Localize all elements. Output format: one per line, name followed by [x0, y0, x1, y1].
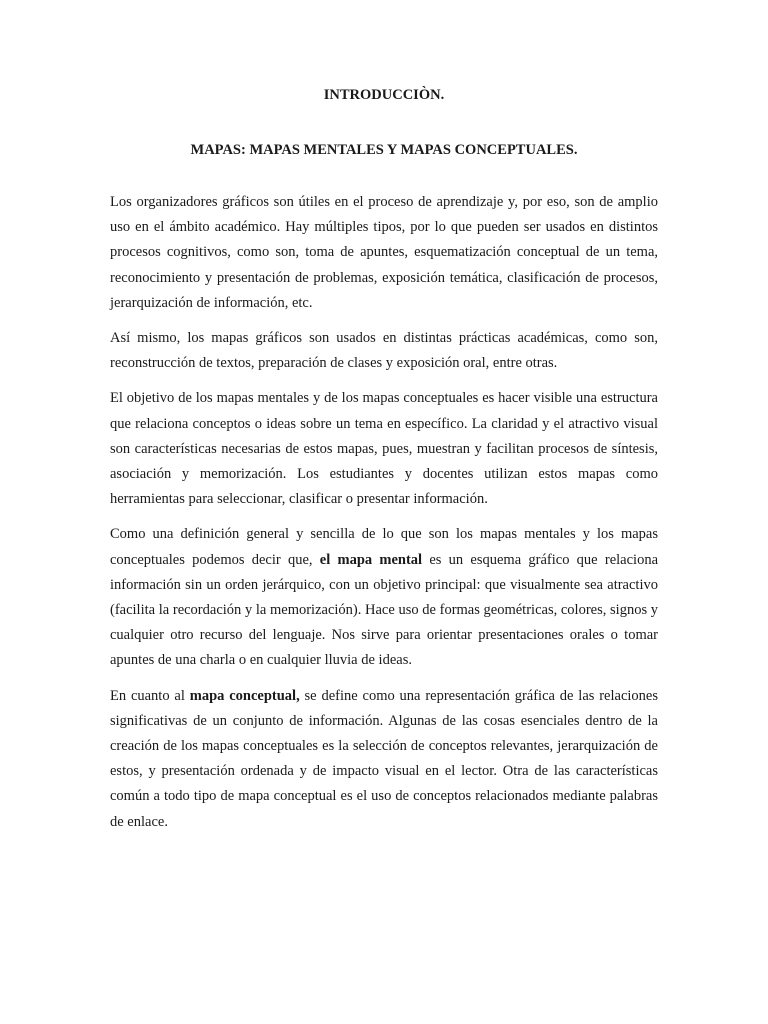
paragraph-2: Así mismo, los mapas gráficos son usados en distintas prácticas académicas, como son, reconstrucción de textos, preparación de clases y exposición oral, entre otras. — [110, 330, 658, 372]
paragraph-1: Los organizadores gráficos son útiles en el proceso de aprendizaje y, por eso, son de amplio uso en el ámbito académico. Hay múltiples tipos, por lo que pueden ser usados en distintos procesos cognitivos, como son, toma de apuntes, esquematización conceptual de un tema, reconocimiento y presentación de problemas, exposición temática, clasificación de procesos, jerarquización de información, etc. — [110, 194, 658, 311]
paragraph-4-text-start: Como una definición general y sencilla de lo que son los mapas mentales y los mapas conceptuales podemos decir que, — [110, 526, 658, 568]
concept-map-term: mapa conceptual, — [189, 687, 300, 704]
document-subtitle: MAPAS: MAPAS MENTALES Y MAPAS CONCEPTUALES. — [190, 142, 578, 158]
paragraph-3: El objetivo de los mapas mentales y de los mapas conceptuales es hacer visible una estructura que relaciona conceptos o ideas sobre un tema en específico. La claridad y el atractivo visual son características necesarias de estos mapas, pues, muestran y facilitan procesos de síntesis, asociación y memorización. Los estudiantes y docentes utilizan estos mapas como herramientas para seleccionar, clasificar o presentar información. — [110, 390, 658, 508]
paragraph-5 — [110, 684, 658, 835]
document-title: INTRODUCCIÒN. — [323, 87, 445, 103]
paragraph-4 — [110, 522, 658, 673]
paragraph-4-text-end: es un esquema gráfico que relaciona información sin un orden jerárquico, con un objetivo principal: que visualmente sea atractivo (facilita la recordación y la memorización). Hace uso de formas geométricas, colores, signos y cualquier otro recurso del lenguaje. Nos sirve para orientar presentaciones orales o tomar apuntes de una charla o en cualquier lluvia de ideas. — [110, 551, 658, 669]
paragraph-5-text-start: En cuanto al — [110, 687, 190, 704]
document-page — [110, 85, 658, 845]
mind-map-term: el mapa mental — [319, 551, 423, 568]
paragraph-5-text-end: se define como una representación gráfica de las relaciones significativas de un conjunto de información. Algunas de las cosas esenciales dentro de la creación de los mapas conceptuales es la selección de conceptos relevantes, jerarquización de estos, y presentación ordenada y de impacto visual en el lector. Otra de las características común a todo tipo de mapa conceptual es el uso de conceptos relacionados mediante palabras de enlace. — [110, 687, 659, 830]
